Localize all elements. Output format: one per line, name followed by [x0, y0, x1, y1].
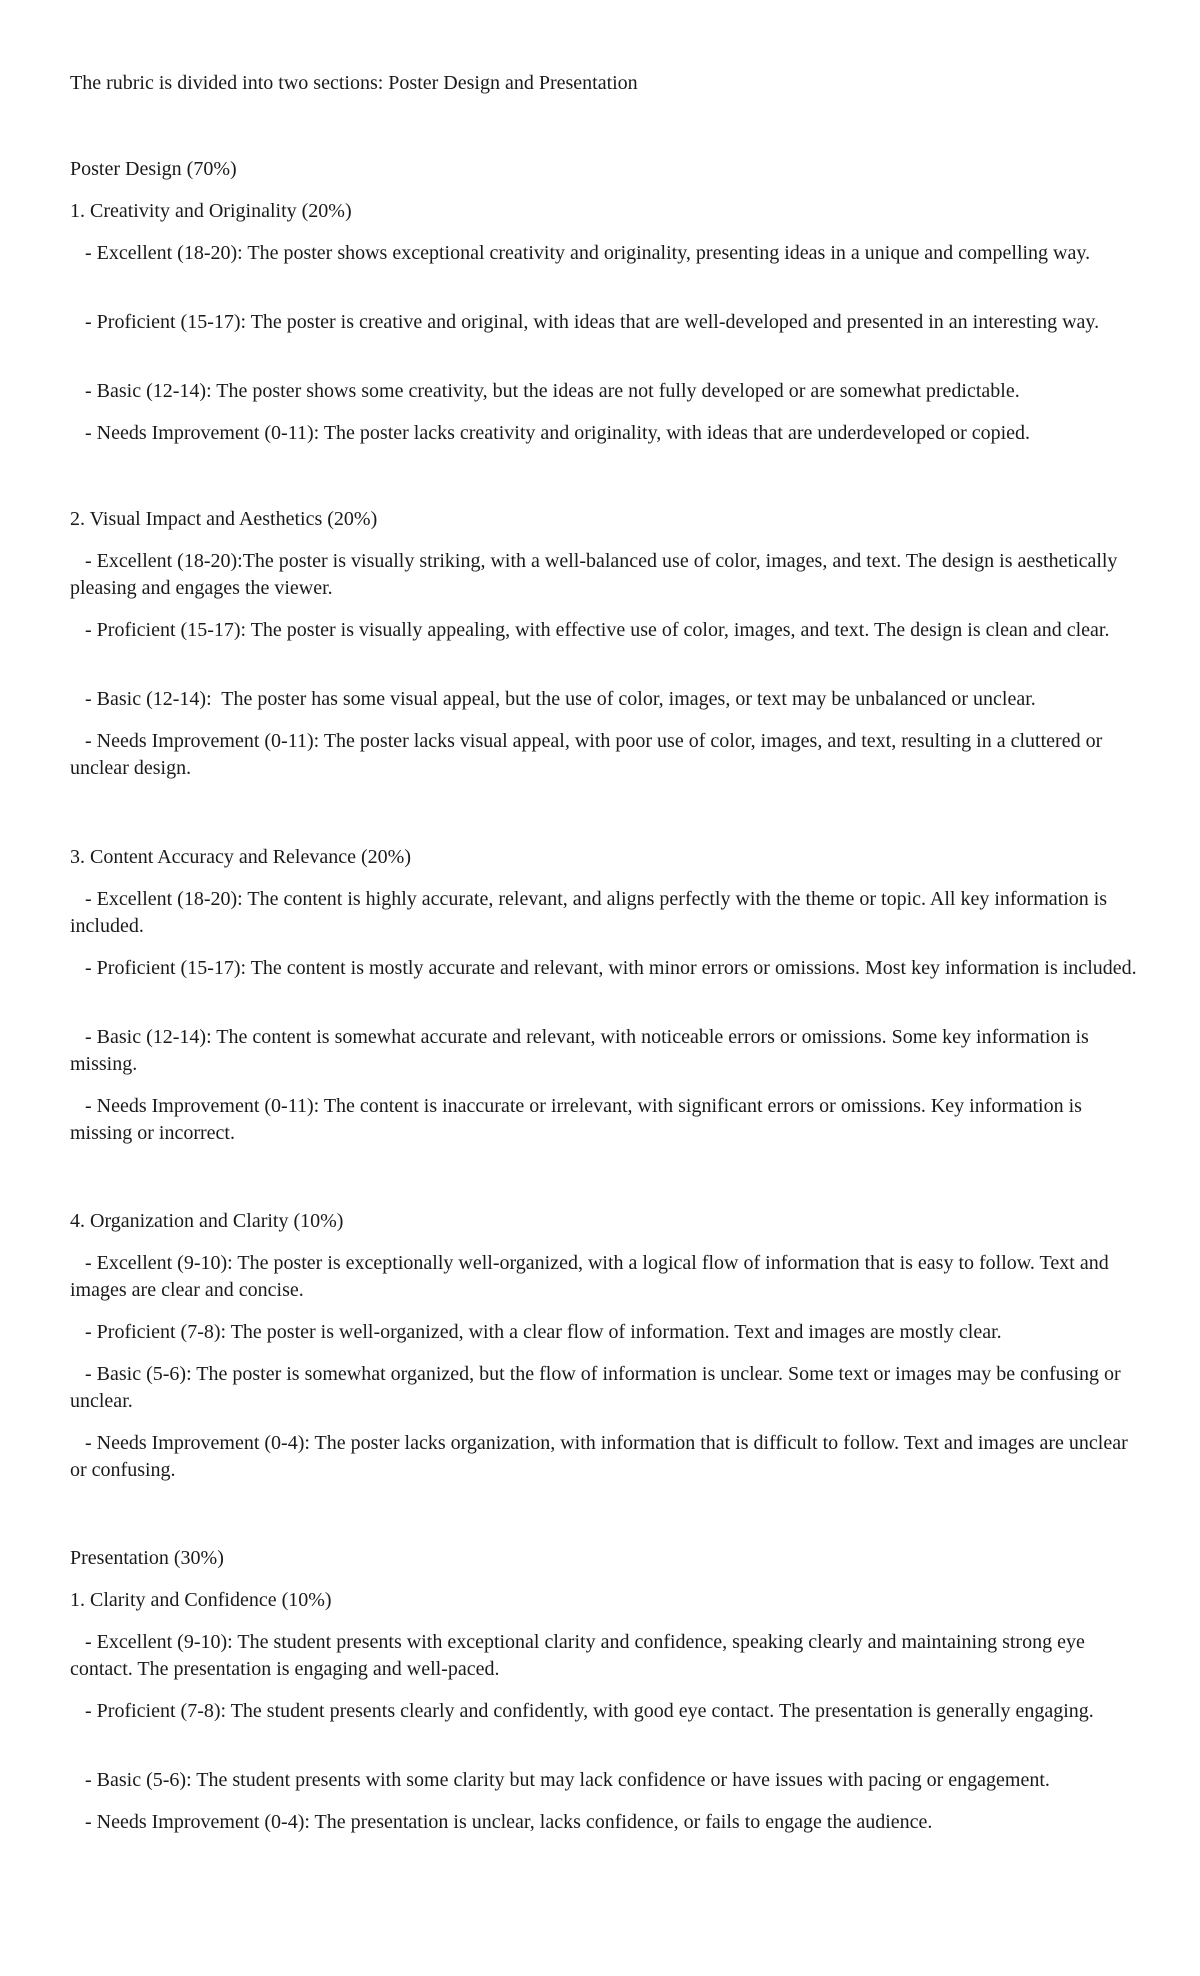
rubric-level: - Basic (12-14): The poster has some visual appeal, but the use of color, images, or text may be unbalanced or unclear. — [70, 688, 1036, 710]
section-heading: Poster Design (70%) — [70, 158, 237, 180]
rubric-level: - Needs Improvement (0-11): The poster lacks visual appeal, with poor use of color, images, and text, resulting in a cluttered or unclear design. — [70, 730, 1108, 779]
rubric-level: - Needs Improvement (0-11): The poster lacks creativity and originality, with ideas that are underdeveloped or copied. — [70, 422, 1031, 444]
criterion-title: 1. Creativity and Originality (20%) — [70, 200, 352, 222]
intro-text: The rubric is divided into two sections: Poster Design and Presentation — [70, 72, 638, 94]
rubric-level: - Basic (12-14): The poster shows some creativity, but the ideas are not fully developed or are somewhat predictable. — [70, 380, 1020, 402]
rubric-level: - Excellent (18-20): The content is highly accurate, relevant, and aligns perfectly with the theme or topic. All key information is included. — [70, 888, 1113, 937]
rubric-level: - Excellent (9-10): The student presents with exceptional clarity and confidence, speaking clearly and maintaining strong eye contact. The presentation is engaging and well-paced. — [70, 1631, 1090, 1680]
rubric-level: - Proficient (7-8): The student presents clearly and confidently, with good eye contact. The presentation is generally engaging. — [70, 1700, 1094, 1722]
rubric-level: - Proficient (15-17): The poster is creative and original, with ideas that are well-developed and presented in an interesting way. — [70, 311, 1100, 333]
criterion-title: 4. Organization and Clarity (10%) — [70, 1210, 344, 1232]
rubric-level: - Proficient (15-17): The content is mostly accurate and relevant, with minor errors or omissions. Most key information is included. — [70, 957, 1137, 979]
rubric-level: - Excellent (9-10): The poster is exceptionally well-organized, with a logical flow of information that is easy to follow. Text and images are clear and concise. — [70, 1252, 1114, 1301]
rubric-level: - Basic (5-6): The poster is somewhat organized, but the flow of information is unclear. Some text or images may be confusing or unclear. — [70, 1363, 1126, 1412]
criterion-title: 2. Visual Impact and Aesthetics (20%) — [70, 508, 378, 530]
rubric-level: - Needs Improvement (0-4): The poster lacks organization, with information that is difficult to follow. Text and images are unclear or confusing. — [70, 1432, 1133, 1481]
rubric-level: - Excellent (18-20):The poster is visually striking, with a well-balanced use of color, images, and text. The design is aesthetically pleasing and engages the viewer. — [70, 550, 1123, 599]
rubric-level: - Excellent (18-20): The poster shows exceptional creativity and originality, presenting ideas in a unique and compelling way. — [70, 242, 1091, 264]
criterion-title: 1. Clarity and Confidence (10%) — [70, 1589, 332, 1611]
rubric-level: - Proficient (15-17): The poster is visually appealing, with effective use of color, images, and text. The design is clean and clear. — [70, 619, 1110, 641]
rubric-level: - Needs Improvement (0-4): The presentation is unclear, lacks confidence, or fails to engage the audience. — [70, 1811, 933, 1833]
section-heading: Presentation (30%) — [70, 1547, 224, 1569]
rubric-level: - Basic (5-6): The student presents with some clarity but may lack confidence or have issues with pacing or engagement. — [70, 1769, 1050, 1791]
rubric-level: - Needs Improvement (0-11): The content is inaccurate or irrelevant, with significant errors or omissions. Key information is missing or incorrect. — [70, 1095, 1087, 1144]
criterion-title: 3. Content Accuracy and Relevance (20%) — [70, 846, 411, 868]
rubric-level: - Proficient (7-8): The poster is well-organized, with a clear flow of information. Text and images are mostly clear. — [70, 1321, 1002, 1343]
rubric-level: - Basic (12-14): The content is somewhat accurate and relevant, with noticeable errors or omissions. Some key information is missing. — [70, 1026, 1094, 1075]
